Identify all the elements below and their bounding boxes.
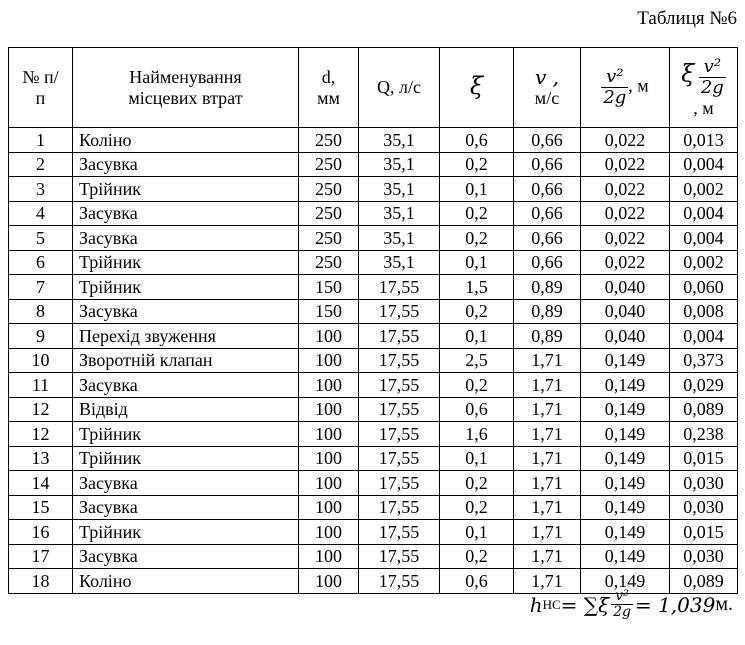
cell-diameter: 100 (299, 569, 359, 594)
table-row (9, 201, 738, 226)
cell-head-loss: 0,030 (670, 471, 738, 496)
cell-xi: 0,2 (440, 495, 514, 520)
header-head-loss: ξ $\frac{\text{v²}}{2g}$ , м (670, 48, 738, 128)
cell-head-loss: 0,089 (670, 569, 738, 594)
cell-name: Відвід (73, 397, 299, 422)
cell-number: 9 (9, 324, 73, 349)
cell-flow: 17,55 (359, 275, 440, 300)
cell-number: 3 (9, 177, 73, 202)
cell-head-loss: 0,015 (670, 446, 738, 471)
cell-head-loss: 0,060 (670, 275, 738, 300)
cell-number: 2 (9, 152, 73, 177)
cell-velocity: 0,66 (514, 201, 581, 226)
cell-velocity: 1,71 (514, 348, 581, 373)
header-name: Найменування місцевих втрат (73, 48, 299, 128)
cell-flow: 17,55 (359, 348, 440, 373)
cell-name: Засувка (73, 201, 299, 226)
cell-name: Коліно (73, 569, 299, 594)
cell-diameter: 100 (299, 397, 359, 422)
cell-xi: 0,1 (440, 446, 514, 471)
cell-xi: 0,6 (440, 569, 514, 594)
cell-velocity-head: 0,149 (581, 544, 670, 569)
cell-number: 8 (9, 299, 73, 324)
cell-xi: 0,2 (440, 201, 514, 226)
cell-xi: 0,1 (440, 177, 514, 202)
cell-velocity: 0,89 (514, 299, 581, 324)
table-row (9, 275, 738, 300)
cell-head-loss: 0,004 (670, 152, 738, 177)
cell-diameter: 100 (299, 348, 359, 373)
cell-head-loss: 0,002 (670, 250, 738, 275)
cell-velocity: 0,66 (514, 152, 581, 177)
cell-xi: 1,5 (440, 275, 514, 300)
cell-flow: 35,1 (359, 128, 440, 153)
table-row (9, 446, 738, 471)
cell-head-loss: 0,373 (670, 348, 738, 373)
cell-diameter: 250 (299, 250, 359, 275)
cell-velocity-head: 0,149 (581, 471, 670, 496)
cell-flow: 35,1 (359, 177, 440, 202)
cell-velocity: 1,71 (514, 569, 581, 594)
cell-xi: 2,5 (440, 348, 514, 373)
header-row (9, 48, 738, 128)
cell-name: Засувка (73, 152, 299, 177)
cell-head-loss: 0,004 (670, 201, 738, 226)
cell-diameter: 100 (299, 520, 359, 545)
cell-xi: 0,2 (440, 471, 514, 496)
table-row (9, 299, 738, 324)
cell-diameter: 100 (299, 471, 359, 496)
cell-xi: 0,2 (440, 373, 514, 398)
cell-xi: 0,2 (440, 152, 514, 177)
cell-head-loss: 0,030 (670, 495, 738, 520)
table-row (9, 544, 738, 569)
cell-velocity: 0,89 (514, 275, 581, 300)
cell-diameter: 100 (299, 495, 359, 520)
cell-flow: 35,1 (359, 152, 440, 177)
cell-head-loss: 0,004 (670, 324, 738, 349)
cell-head-loss: 0,004 (670, 226, 738, 251)
cell-diameter: 250 (299, 201, 359, 226)
cell-velocity-head: 0,149 (581, 373, 670, 398)
cell-velocity-head: 0,149 (581, 397, 670, 422)
cell-name: Трійник (73, 422, 299, 447)
cell-name: Засувка (73, 226, 299, 251)
cell-name: Трійник (73, 250, 299, 275)
table-row (9, 348, 738, 373)
cell-number: 14 (9, 471, 73, 496)
cell-diameter: 100 (299, 373, 359, 398)
cell-number: 7 (9, 275, 73, 300)
cell-xi: 0,1 (440, 520, 514, 545)
cell-velocity-head: 0,022 (581, 201, 670, 226)
cell-name: Засувка (73, 495, 299, 520)
cell-name: Перехід звуження (73, 324, 299, 349)
cell-diameter: 150 (299, 275, 359, 300)
cell-name: Засувка (73, 471, 299, 496)
cell-velocity: 0,66 (514, 128, 581, 153)
cell-head-loss: 0,238 (670, 422, 738, 447)
cell-velocity: 0,66 (514, 226, 581, 251)
cell-number: 13 (9, 446, 73, 471)
local-losses-table (8, 47, 738, 594)
cell-velocity: 0,89 (514, 324, 581, 349)
cell-velocity-head: 0,149 (581, 520, 670, 545)
table-row (9, 520, 738, 545)
cell-name: Зворотній клапан (73, 348, 299, 373)
cell-velocity-head: 0,022 (581, 177, 670, 202)
cell-diameter: 250 (299, 128, 359, 153)
cell-flow: 17,55 (359, 373, 440, 398)
cell-xi: 0,1 (440, 324, 514, 349)
cell-velocity-head: 0,040 (581, 275, 670, 300)
cell-number: 18 (9, 569, 73, 594)
cell-velocity-head: 0,040 (581, 324, 670, 349)
cell-flow: 17,55 (359, 397, 440, 422)
cell-flow: 17,55 (359, 446, 440, 471)
cell-flow: 17,55 (359, 495, 440, 520)
cell-name: Трійник (73, 446, 299, 471)
table-row (9, 152, 738, 177)
table-row (9, 422, 738, 447)
table-row (9, 250, 738, 275)
cell-velocity-head: 0,040 (581, 299, 670, 324)
cell-xi: 1,6 (440, 422, 514, 447)
cell-head-loss: 0,013 (670, 128, 738, 153)
cell-flow: 17,55 (359, 544, 440, 569)
cell-xi: 0,6 (440, 397, 514, 422)
cell-number: 5 (9, 226, 73, 251)
total-loss-formula: h НС = ∑ξ $\frac{\text{v²}}{2g}$ = 1,039 м. (529, 588, 733, 620)
cell-velocity-head: 0,149 (581, 495, 670, 520)
header-diameter: d, мм (299, 48, 359, 128)
header-xi: ξ (440, 48, 514, 128)
cell-velocity: 1,71 (514, 495, 581, 520)
table-row (9, 373, 738, 398)
cell-number: 11 (9, 373, 73, 398)
cell-name: Трійник (73, 520, 299, 545)
table-row (9, 397, 738, 422)
cell-velocity: 1,71 (514, 520, 581, 545)
cell-velocity-head: 0,149 (581, 569, 670, 594)
table-row (9, 324, 738, 349)
cell-flow: 17,55 (359, 324, 440, 349)
cell-xi: 0,2 (440, 226, 514, 251)
cell-velocity-head: 0,149 (581, 422, 670, 447)
cell-head-loss: 0,089 (670, 397, 738, 422)
cell-number: 10 (9, 348, 73, 373)
header-velocity: v , м/с (514, 48, 581, 128)
cell-diameter: 250 (299, 226, 359, 251)
cell-head-loss: 0,002 (670, 177, 738, 202)
cell-velocity: 1,71 (514, 422, 581, 447)
cell-name: Засувка (73, 299, 299, 324)
cell-number: 4 (9, 201, 73, 226)
cell-xi: 0,6 (440, 128, 514, 153)
cell-velocity: 1,71 (514, 446, 581, 471)
cell-xi: 0,2 (440, 299, 514, 324)
table-row (9, 226, 738, 251)
cell-number: 17 (9, 544, 73, 569)
cell-head-loss: 0,029 (670, 373, 738, 398)
table-body (9, 128, 738, 594)
cell-velocity-head: 0,149 (581, 348, 670, 373)
cell-number: 16 (9, 520, 73, 545)
cell-velocity: 1,71 (514, 471, 581, 496)
cell-xi: 0,1 (440, 250, 514, 275)
cell-velocity-head: 0,022 (581, 152, 670, 177)
cell-flow: 17,55 (359, 569, 440, 594)
cell-number: 6 (9, 250, 73, 275)
cell-name: Трійник (73, 275, 299, 300)
cell-flow: 17,55 (359, 471, 440, 496)
table-caption: Таблиця №6 (637, 8, 737, 29)
cell-flow: 35,1 (359, 250, 440, 275)
cell-diameter: 100 (299, 422, 359, 447)
cell-name: Засувка (73, 544, 299, 569)
cell-diameter: 100 (299, 446, 359, 471)
cell-velocity-head: 0,022 (581, 128, 670, 153)
cell-head-loss: 0,015 (670, 520, 738, 545)
cell-diameter: 150 (299, 299, 359, 324)
cell-name: Коліно (73, 128, 299, 153)
cell-head-loss: 0,030 (670, 544, 738, 569)
table-row (9, 471, 738, 496)
cell-flow: 35,1 (359, 226, 440, 251)
cell-velocity: 0,66 (514, 177, 581, 202)
cell-velocity: 0,66 (514, 250, 581, 275)
table-row (9, 128, 738, 153)
table-row (9, 177, 738, 202)
cell-number: 1 (9, 128, 73, 153)
cell-velocity: 1,71 (514, 544, 581, 569)
cell-flow: 35,1 (359, 201, 440, 226)
cell-velocity: 1,71 (514, 373, 581, 398)
cell-diameter: 100 (299, 544, 359, 569)
cell-diameter: 100 (299, 324, 359, 349)
header-number: № п/п (9, 48, 73, 128)
header-flow: Q, л/с (359, 48, 440, 128)
cell-velocity-head: 0,022 (581, 226, 670, 251)
cell-diameter: 250 (299, 152, 359, 177)
cell-flow: 17,55 (359, 520, 440, 545)
cell-flow: 17,55 (359, 299, 440, 324)
table-row (9, 495, 738, 520)
cell-head-loss: 0,008 (670, 299, 738, 324)
cell-number: 12 (9, 422, 73, 447)
cell-xi: 0,2 (440, 544, 514, 569)
cell-flow: 17,55 (359, 422, 440, 447)
cell-name: Трійник (73, 177, 299, 202)
cell-name: Засувка (73, 373, 299, 398)
cell-velocity: 1,71 (514, 397, 581, 422)
cell-number: 12 (9, 397, 73, 422)
cell-number: 15 (9, 495, 73, 520)
cell-velocity-head: 0,022 (581, 250, 670, 275)
cell-velocity-head: 0,149 (581, 446, 670, 471)
header-velocity-head: $\frac{\text{v²}}{2g}$ , м (581, 48, 670, 128)
cell-diameter: 250 (299, 177, 359, 202)
